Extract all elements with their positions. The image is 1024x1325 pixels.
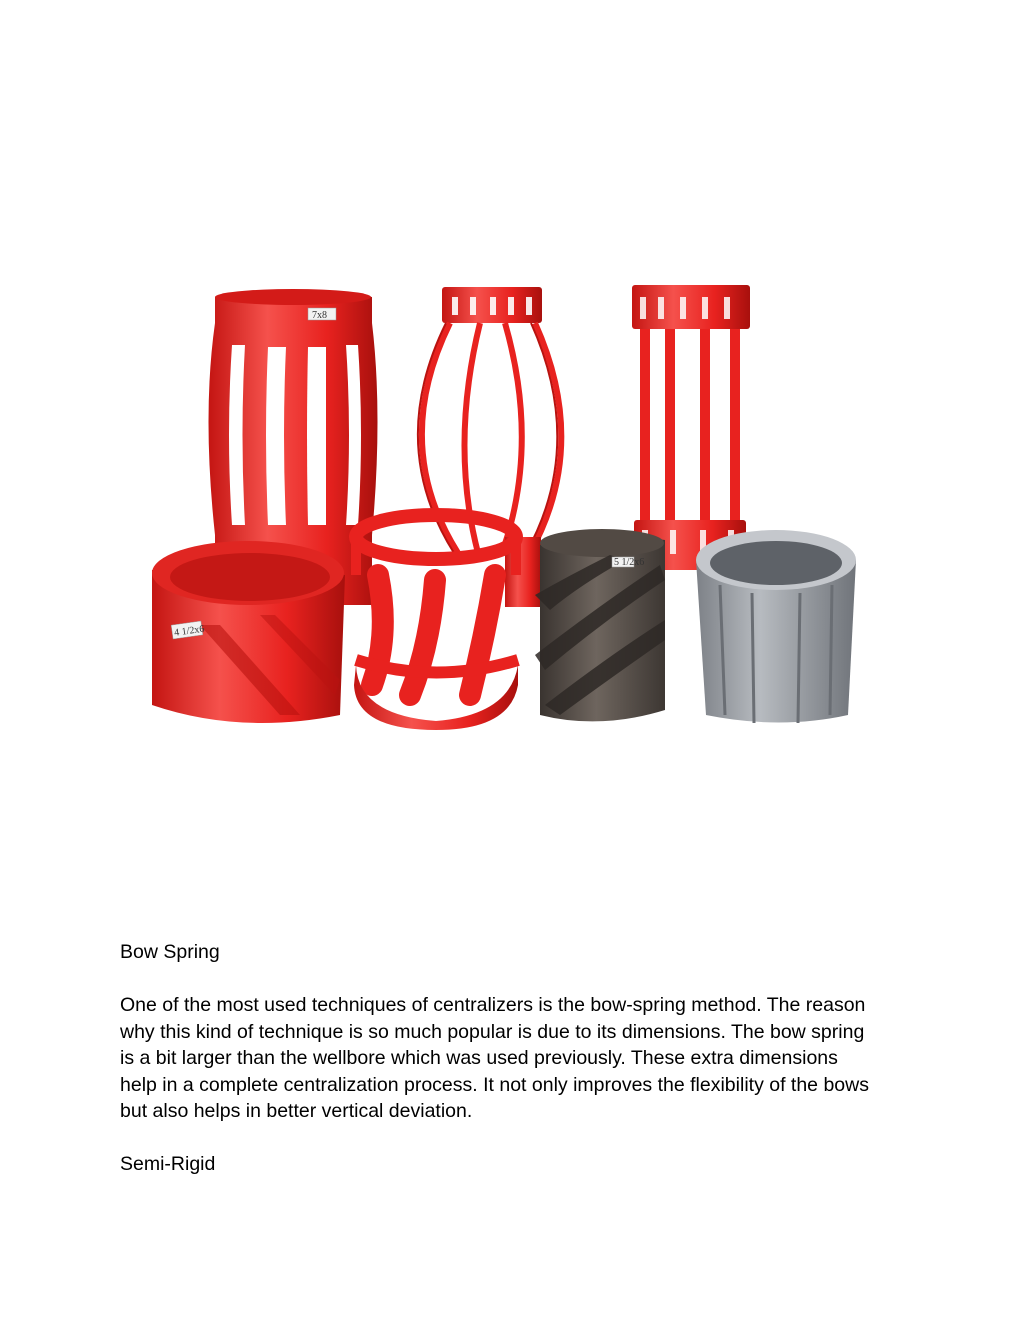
paragraph-line: but also helps in better vertical deviation. xyxy=(120,1100,473,1122)
size-tag-4-1-2x6: 4 1/2x6 xyxy=(173,623,206,639)
centralizers-illustration xyxy=(140,275,880,745)
paragraph-line: help in a complete centralization process. It not only improves the flexibility of the bows xyxy=(120,1073,869,1096)
centralizers-product-image xyxy=(140,275,880,745)
bow-spring-paragraph xyxy=(120,992,910,1125)
solid-rigid-centralizer-front-left xyxy=(152,541,345,723)
size-tag-7x8: 7x8 xyxy=(312,310,327,321)
paragraph-line: why this kind of technique is so much popular is due to its dimensions. The bow spring xyxy=(120,1020,865,1043)
size-tag-5-1-2x6: 5 1/2x6 xyxy=(614,557,645,568)
paragraph-line: One of the most used techniques of centralizers is the bow-spring method. The reason xyxy=(120,994,866,1016)
hinged-straight-centralizer-back-right xyxy=(632,285,750,570)
bronze-spiral-rigid-centralizer-front xyxy=(535,529,665,721)
section-heading-semi-rigid: Semi-Rigid xyxy=(120,1153,216,1175)
paragraph-line: is a bit larger than the wellbore which was used previously. These extra dimensions xyxy=(120,1047,838,1069)
steel-rigid-centralizer-front-right xyxy=(696,530,856,723)
section-heading-bow-spring: Bow Spring xyxy=(120,941,220,963)
spiral-blade-centralizer-front-center xyxy=(354,515,518,730)
